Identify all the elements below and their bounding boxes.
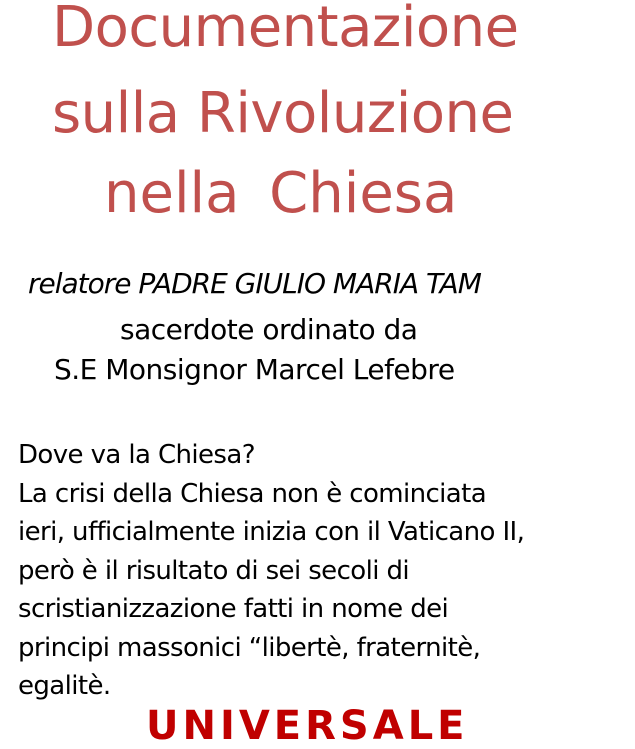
body-line: ieri, ufficialmente inizia con il Vaticano II, xyxy=(18,517,525,547)
body-line: principi massonici “libertè, fraternitè, xyxy=(18,632,481,663)
body-line: egalitè. xyxy=(18,671,111,701)
body-line: però è il risultato di sei secoli di xyxy=(18,555,410,586)
body-paragraph xyxy=(18,436,630,706)
footer-heading-cut-off: UNIVERSALE xyxy=(146,703,469,749)
speaker-ordination-line: sacerdote ordinato da xyxy=(120,313,418,346)
body-line: La crisi della Chiesa non è cominciata xyxy=(18,478,487,509)
title-line-1: Documentazione xyxy=(52,0,519,60)
body-line: scristianizzazione fatti in nome dei xyxy=(18,594,449,624)
title-line-3: nella Chiesa xyxy=(104,161,458,226)
body-line: Dove va la Chiesa? xyxy=(18,440,255,470)
speaker-line: relatore PADRE GIULIO MARIA TAM xyxy=(28,267,481,300)
speaker-bishop-line: S.E Monsignor Marcel Lefebre xyxy=(54,353,455,386)
title-line-2: sulla Rivoluzione xyxy=(52,81,514,146)
